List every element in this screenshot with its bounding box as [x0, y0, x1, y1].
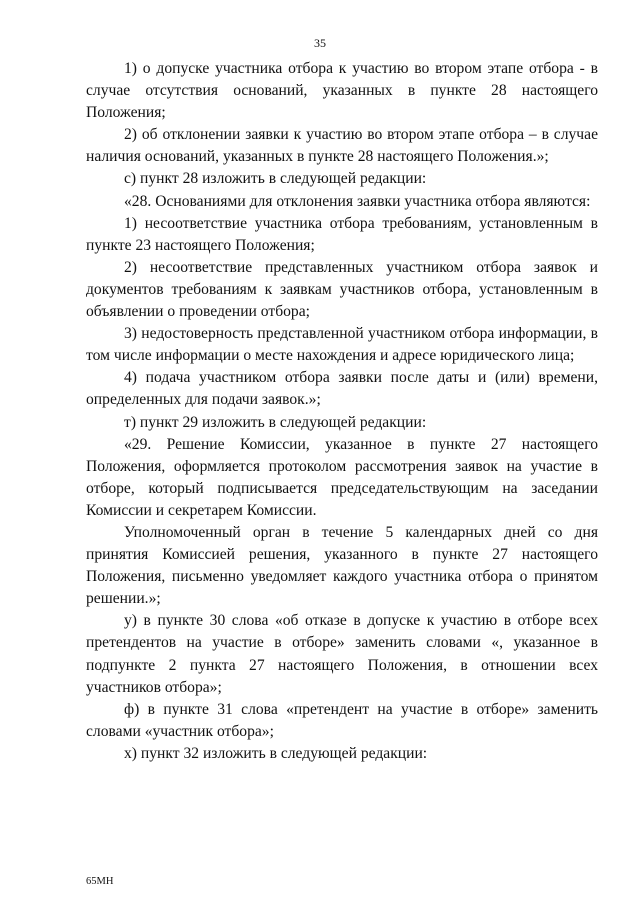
paragraph-amend-28: с) пункт 28 изложить в следующей редакции: [124, 170, 427, 188]
document-code: 65МН [86, 876, 114, 887]
paragraph-29-decision: «29. Решение Комиссии, указанное в пункте 27 настоящего Положения, оформляется протоколом рассмотрения заявок на участие в отборе, который подписывается председательствующим на заседании Комиссии и секретарем Комиссии. [86, 435, 598, 519]
paragraph-rejection: 2) об отклонении заявки к участию во втором этапе отбора – в случае наличия оснований, указанных в пункте 28 настоящего Положения.»; [86, 126, 598, 166]
paragraph-28-item-2: 2) несоответствие представленных участником отбора заявок и документов требованиям к заявкам участников отбора, установленным в объявлении о проведении отбора; [86, 258, 598, 321]
paragraph-28-item-3: 3) недостоверность представленной участником отбора информации, в том числе информации о месте нахождения и адресе юридического лица; [86, 325, 598, 365]
document-body [86, 58, 598, 765]
paragraph-28-item-1: 1) несоответствие участника отбора требованиям, установленным в пункте 23 настоящего Положения; [86, 214, 598, 254]
paragraph-amend-29: т) пункт 29 изложить в следующей редакции: [124, 413, 427, 431]
paragraph-amend-31: ф) в пункте 31 слова «претендент на участие в отборе» заменить словами «участник отбора»; [86, 700, 598, 740]
paragraph-28-item-4: 4) подача участником отбора заявки после даты и (или) времени, определенных для подачи заявок.»; [86, 369, 598, 409]
paragraph-28-heading: «28. Основаниями для отклонения заявки участника отбора являются: [124, 192, 591, 210]
paragraph-29-notice: Уполномоченный орган в течение 5 календарных дней со дня принятия Комиссией решения, указанного в пункте 27 настоящего Положения, письменно уведомляет каждого участника отбора о принятом решении.»; [86, 523, 598, 608]
paragraph-amend-32: х) пункт 32 изложить в следующей редакции: [124, 744, 428, 762]
paragraph-admission: 1) о допуске участника отбора к участию во втором этапе отбора - в случае отсутствия оснований, указанных в пункте 28 настоящего Положения; [86, 60, 598, 122]
page-number: 35 [314, 36, 326, 50]
paragraph-amend-30: у) в пункте 30 слова «об отказе в допуске к участию в отборе всех претендентов на участие в отборе» заменить словами «, указанное в подпункте 2 пункта 27 настоящего Положения, в отношении всех участников отбора»; [86, 612, 598, 696]
